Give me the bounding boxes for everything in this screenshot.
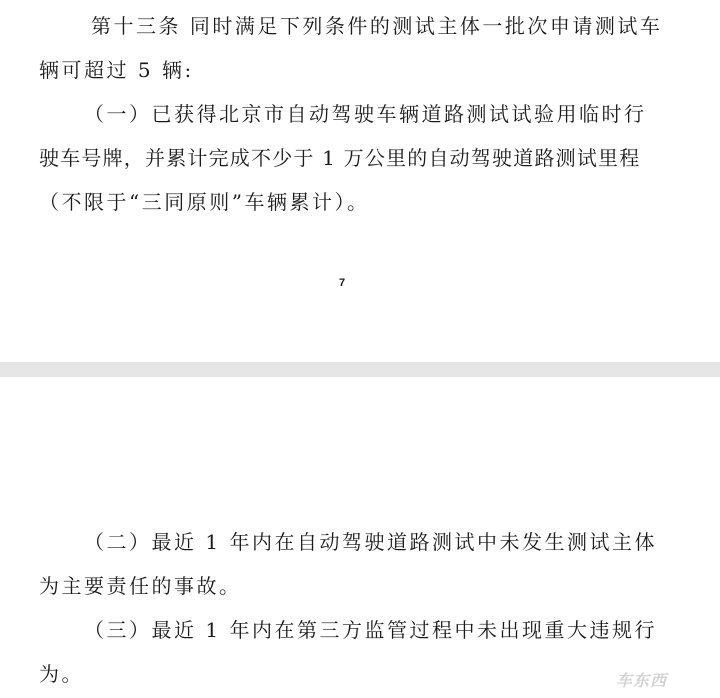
article-13-line-2: 辆可超过 5 辆:: [39, 58, 194, 82]
watermark-logo: 车东西: [616, 671, 668, 690]
clause-3-line-1: （三）最近 1 年内在第三方监管过程中未出现重大违规行: [84, 618, 657, 642]
clause-2-line-2: 为主要责任的事故。: [39, 574, 242, 598]
clause-1-line-1: （一）已获得北京市自动驾驶车辆道路测试试验用临时行: [84, 102, 647, 126]
clause-3-line-2: 为。: [39, 662, 84, 686]
page-number: 7: [339, 277, 346, 289]
page-separator: [0, 362, 720, 377]
clause-1-line-2: 驶车号牌，并累计完成不少于 1 万公里的自动驾驶道路测试里程: [39, 146, 641, 170]
document-page-lower: [0, 377, 720, 698]
clause-2-line-1: （二）最近 1 年内在自动驾驶道路测试中未发生测试主体: [84, 530, 657, 554]
clause-1-line-3: （不限于“三同原则”车辆累计）。: [39, 190, 370, 214]
article-13-line-1: 第十三条 同时满足下列条件的测试主体一批次申请测试车: [91, 14, 663, 38]
